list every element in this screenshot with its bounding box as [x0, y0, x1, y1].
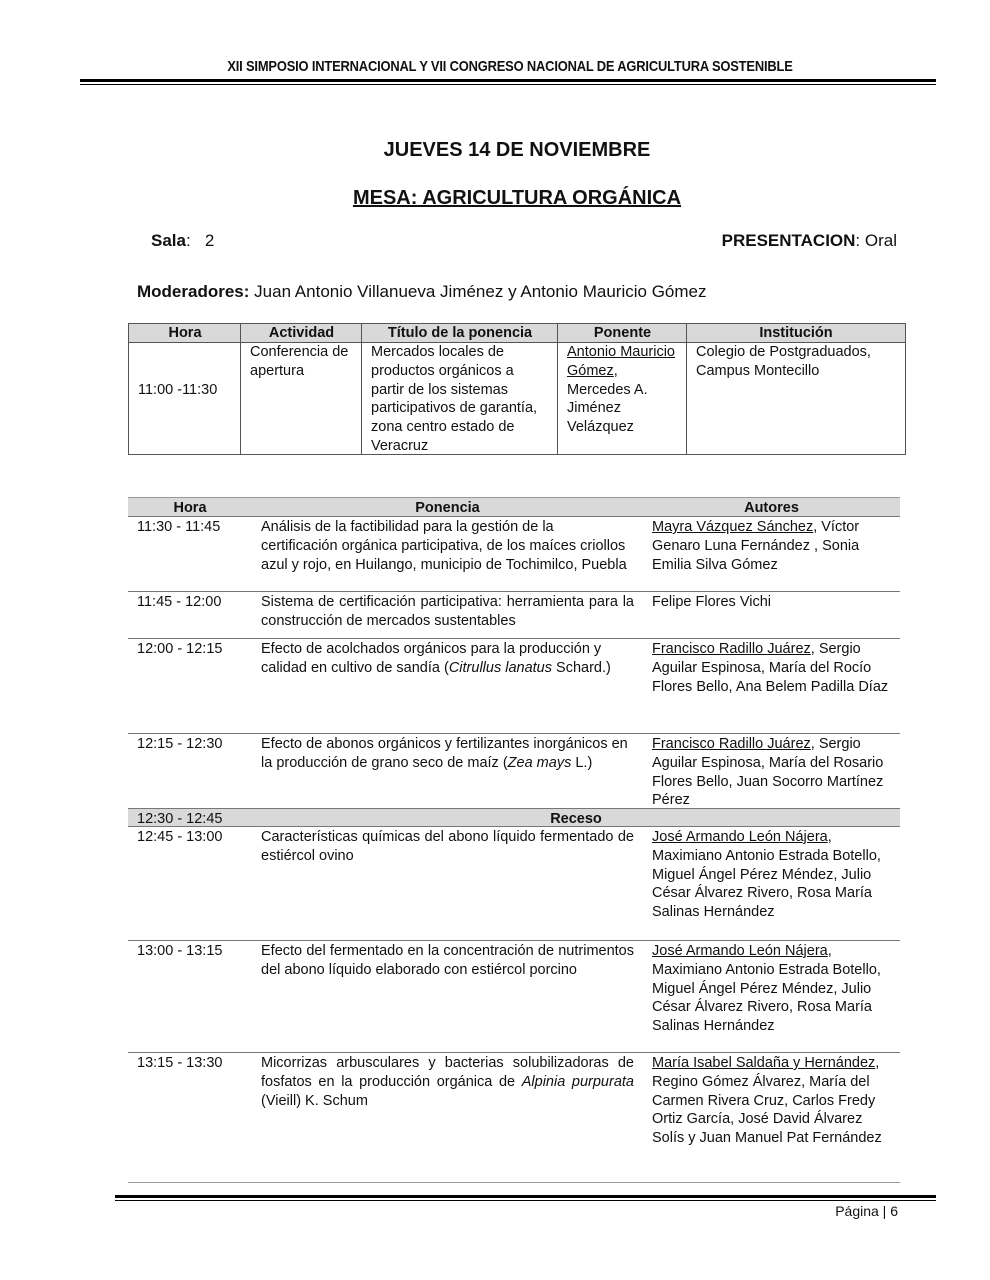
time-slot: 11:45 - 12:00 [137, 594, 222, 610]
talk-title-suffix: L.) [571, 754, 593, 771]
opening-table [128, 323, 906, 455]
column-header-autores: Autores [744, 500, 799, 516]
moderators-label: Moderadores: [137, 282, 250, 301]
room-label: Sala [151, 231, 186, 250]
talk-title [261, 735, 634, 773]
opening-hora: 11:00 -11:30 [138, 382, 218, 398]
room-value: 2 [204, 231, 215, 250]
table-row [128, 638, 900, 733]
header-rule [80, 79, 936, 82]
scientific-name: Alpinia purpurata [521, 1073, 634, 1090]
table-row [128, 940, 900, 1052]
table-row [128, 516, 900, 591]
schedule-header-row [128, 497, 900, 516]
column-header-hora: Hora [173, 500, 207, 516]
talk-title-text: Características químicas del abono líquido fermentado de estiércol ovino [261, 829, 634, 864]
presentation-info: PRESENTACION: Oral [721, 231, 897, 250]
lead-author: José Armando León Nájera [652, 829, 828, 845]
lead-author: José Armando León Nájera [652, 943, 828, 959]
table-bottom-border [128, 1182, 900, 1183]
authors [652, 828, 897, 922]
footer-rule [115, 1195, 936, 1198]
table-row [128, 733, 900, 808]
authors [652, 640, 897, 696]
authors [652, 518, 897, 574]
talk-title-suffix: Schard.) [552, 659, 611, 676]
column-header-ponente: Ponente [558, 324, 687, 343]
session-title: MESA: AGRICULTURA ORGÁNICA [352, 187, 682, 209]
opening-titulo: Mercados locales de productos orgánicos a partir de los sistemas participativos de garantía, zona centro estado de Veracruz [371, 344, 538, 454]
opening-actividad: Conferencia de apertura [250, 344, 349, 379]
co-authors: , Sergio Aguilar Espinosa, María del Rosario Flores Bello, Juan Socorro Martínez Pérez [652, 736, 884, 809]
talk-title-text: Efecto de abonos orgánicos y fertilizantes inorgánicos en la producción de grano seco de maíz ( [261, 736, 628, 771]
talk-title [261, 1054, 634, 1110]
lead-speaker: Antonio Mauricio Gómez [567, 344, 675, 379]
co-authors: , Sergio Aguilar Espinosa, María del Rocío Flores Bello, Ana Belem Padilla Díaz [652, 641, 889, 695]
authors [652, 942, 897, 1036]
time-slot: 11:30 - 11:45 [137, 519, 221, 535]
talk-title [261, 942, 634, 980]
scientific-name: Zea mays [507, 754, 572, 771]
co-speakers: , Mercedes A. Jiménez Velázquez [567, 362, 648, 436]
talk-title-text: Micorrizas arbusculares y bacterias solubilizadoras de fosfatos en la producción orgánica de [261, 1055, 634, 1090]
column-header-institucion: Institución [687, 324, 905, 343]
talk-title [261, 828, 634, 866]
room-info: Sala: 2 [151, 231, 215, 250]
time-slot: 12:45 - 13:00 [137, 829, 223, 845]
running-header: XII SIMPOSIO INTERNACIONAL Y VII CONGRESO NACIONAL DE AGRICULTURA SOSTENIBLE [227, 58, 793, 75]
talk-title [261, 640, 634, 678]
lead-author: Mayra Vázquez Sánchez [652, 519, 814, 535]
co-authors: Felipe Flores Vichi [652, 594, 772, 610]
time-slot: 13:15 - 13:30 [137, 1055, 223, 1071]
talk-title-text: Sistema de certificación participativa: herramienta para la construcción de mercados sustentables [261, 594, 634, 629]
moderators [137, 282, 707, 302]
day-title: JUEVES 14 DE NOVIEMBRE [383, 139, 651, 161]
talk-title-text: Efecto del fermentado en la concentración de nutrimentos del abono líquido elaborado con estiércol porcino [261, 943, 634, 978]
time-slot: 12:15 - 12:30 [137, 736, 223, 752]
time-slot: 12:30 - 12:45 [137, 811, 223, 827]
presentation-value: Oral [864, 231, 897, 250]
column-header-hora: Hora [129, 324, 241, 343]
scientific-name: Citrullus lanatus [448, 659, 552, 676]
co-authors: , Víctor Genaro Luna Fernández , Sonia Emilia Silva Gómez [652, 519, 860, 573]
lead-author: Francisco Radillo Juárez [652, 641, 811, 657]
column-header-actividad: Actividad [241, 324, 362, 343]
authors [652, 1054, 897, 1148]
opening-ponente [558, 343, 687, 437]
table-row [128, 591, 900, 638]
lead-author: María Isabel Saldaña y Hernández [652, 1055, 876, 1071]
column-header-titulo: Título de la ponencia [362, 324, 558, 343]
time-slot: 13:00 - 13:15 [137, 943, 223, 959]
talk-title [261, 593, 634, 631]
presentation-label: PRESENTACION [721, 231, 856, 250]
break-label: Receso [550, 811, 602, 827]
moderators-value: Juan Antonio Villanueva Jiménez y Antonio Mauricio Gómez [254, 282, 707, 301]
authors [652, 735, 897, 810]
co-authors: , Regino Gómez Álvarez, María del Carmen Rivera Cruz, Carlos Fredy Ortiz García, José David Álvarez Solís y Juan Manuel Pat Fernández [652, 1055, 882, 1147]
talk-title-text: Análisis de la factibilidad para la gestión de la certificación orgánica participativa, de los maíces criollos azul y rojo, en Huilango, municipio de Tochimilco, Puebla [261, 519, 627, 573]
co-authors: , Maximiano Antonio Estrada Botello, Miguel Ángel Pérez Méndez, Julio César Álvarez Rivero, Rosa María Salinas Hernández [652, 943, 881, 1035]
authors [652, 593, 897, 612]
column-header-ponencia: Ponencia [415, 500, 480, 516]
page-number: Página | 6 [835, 1203, 898, 1219]
opening-institucion: Colegio de Postgraduados, Campus Montecillo [696, 344, 871, 379]
lead-author: Francisco Radillo Juárez [652, 736, 811, 752]
break-row [128, 808, 900, 826]
table-row [128, 826, 900, 940]
table-row [128, 1052, 900, 1182]
footer-rule-thin [115, 1200, 936, 1201]
header-rule-thin [80, 84, 936, 85]
time-slot: 12:00 - 12:15 [137, 641, 223, 657]
talk-title-text: Efecto de acolchados orgánicos para la producción y calidad en cultivo de sandía ( [261, 641, 602, 676]
talk-title [261, 518, 634, 574]
co-authors: , Maximiano Antonio Estrada Botello, Miguel Ángel Pérez Méndez, Julio César Álvarez Rivero, Rosa María Salinas Hernández [652, 829, 881, 921]
talk-title-suffix: (Vieill) K. Schum [261, 1092, 368, 1109]
